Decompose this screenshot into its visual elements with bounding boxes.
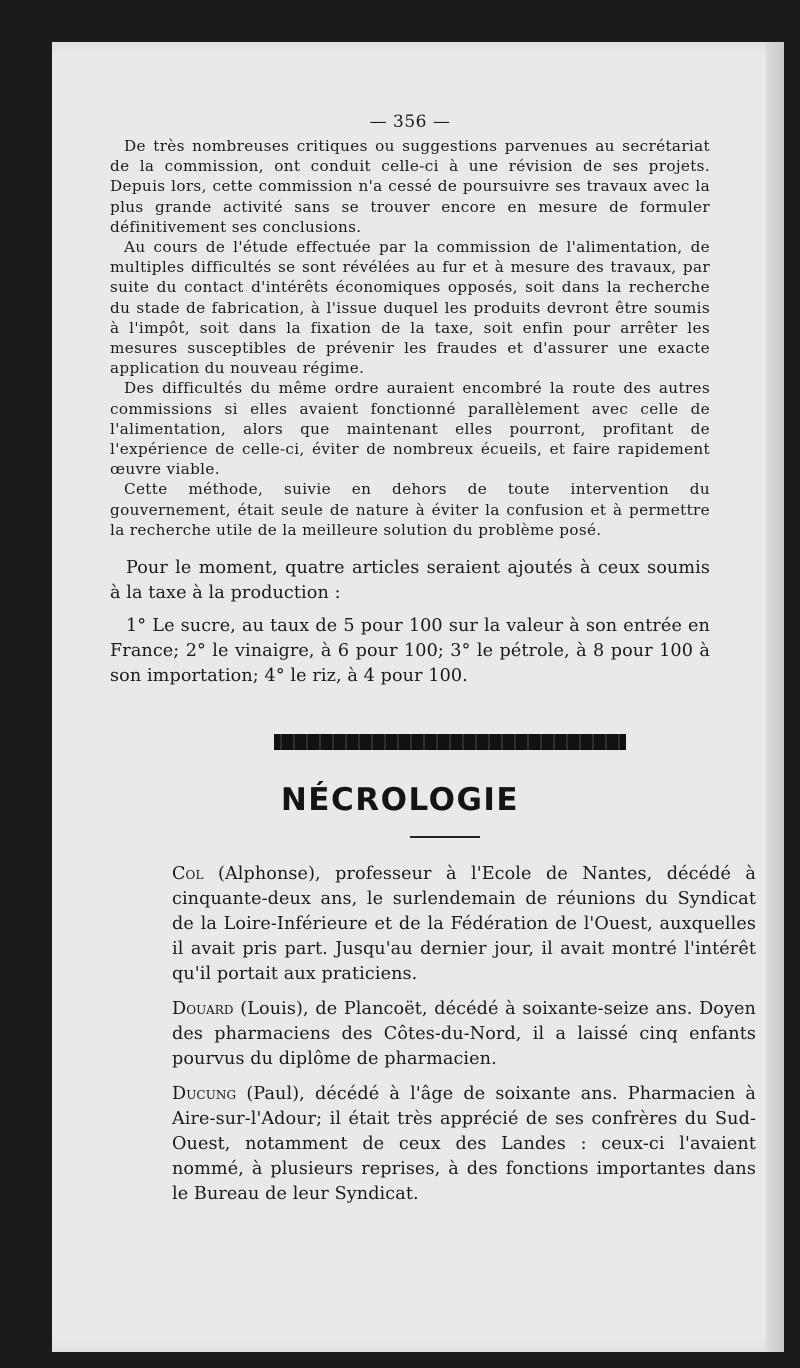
obituary-entry <box>172 1082 756 1207</box>
paragraph: Au cours de l'étude effectuée par la commission de l'alimentation, de multiples difficultés se sont révélées au fur et à mesure des travaux, par suite du contact d'intérêts économiques opposés, soit dans la recherche du stade de fabrication, à l'issue duquel les produits devront être soumis à l'impôt, soit dans la fixation de la taxe, soit enfin pour arrêter les mesures susceptibles de prévenir les fraudes et d'assurer une exacte application du nouveau régime. <box>110 238 710 378</box>
large-text-block <box>110 556 710 689</box>
paragraph: De très nombreuses critiques ou suggestions parvenues au secrétariat de la commission, ont conduit celle-ci à une révision de ses projets. Depuis lors, cette commission n'a cessé de poursuivre ses travaux avec la plus grande activité sans se trouver encore en mesure de formuler définitivement ses conclusions. <box>110 137 710 236</box>
obituary-text: (Louis), de Plancoët, décédé à soixante-seize ans. Doyen des pharmaciens des Côtes-du-Nord, il a laissé cinq enfants pourvus du diplôme de pharmacien. <box>172 999 756 1069</box>
obituary-entry <box>172 862 756 987</box>
ornamental-divider <box>274 734 626 750</box>
paragraph: Des difficultés du même ordre auraient encombré la route des autres commissions si elles avaient fonctionné parallèlement avec celle de l'alimentation, alors que maintenant elles pourront, profitant de l'expérience de celle-ci, éviter de nombreux écueils, et faire rapidement œuvre viable. <box>110 379 710 479</box>
small-text-block <box>110 136 710 540</box>
page-edge <box>766 42 784 1352</box>
paragraph: Pour le moment, quatre articles seraient ajoutés à ceux soumis à la taxe à la production : <box>110 558 710 604</box>
obituary-name: Ducung <box>172 1084 237 1104</box>
obituary-name: Col <box>172 864 204 884</box>
paragraph: 1° Le sucre, au taux de 5 pour 100 sur la valeur à son entrée en France; 2° le vinaigre, à 6 pour 100; 3° le pétrole, à 8 pour 100 à son importation; 4° le riz, à 4 pour 100. <box>110 616 710 687</box>
obituary-text: (Alphonse), professeur à l'Ecole de Nantes, décédé à cinquante-deux ans, le surlendemain de réunions du Syndicat de la Loire-Inférieure et de la Fédération de l'Ouest, auxquelles il avait pris part. Jusqu'au dernier jour, il avait montré l'intérêt qu'il portait aux praticiens. <box>172 864 756 984</box>
obituary-name: Douard <box>172 999 234 1019</box>
main-text <box>110 112 710 697</box>
title-underline <box>410 836 480 838</box>
obituary-text: (Paul), décédé à l'âge de soixante ans. Pharmacien à Aire-sur-l'Adour; il était très apprécié de ses confrères du Sud-Ouest, notamment de ceux des Landes : ceux-ci l'avaient nommé, à plusieurs reprises, à des fonctions importantes dans le Bureau de leur Syndicat. <box>172 1084 756 1204</box>
page-number: — 356 — <box>369 112 451 132</box>
obituaries <box>172 862 756 1217</box>
obituary-entry <box>172 997 756 1072</box>
section-title: NÉCROLOGIE <box>280 782 520 818</box>
paragraph: Cette méthode, suivie en dehors de toute intervention du gouvernement, était seule de nature à éviter la confusion et à permettre la recherche utile de la meilleure solution du problème posé. <box>110 480 710 539</box>
